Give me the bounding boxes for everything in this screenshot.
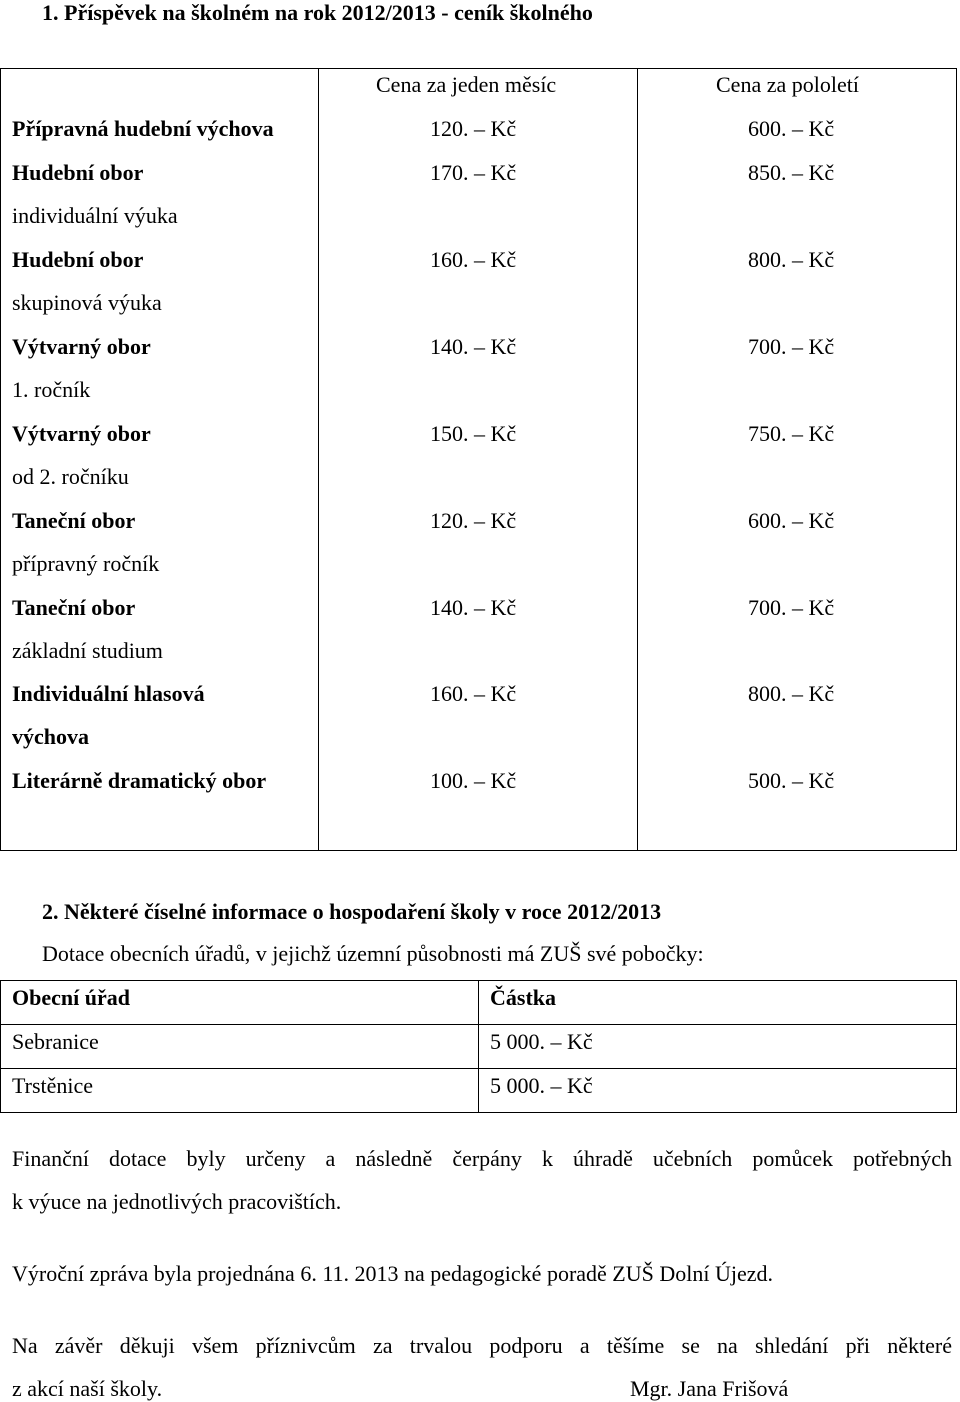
fee-row-half-price: 500. – Kč: [748, 768, 835, 793]
fee-row-label: Přípravná hudební výchova: [12, 116, 274, 141]
section2-heading: 2. Některé číselné informace o hospodaření školy v roce 2012/2013: [42, 899, 662, 924]
fee-row-label: Hudební obor: [12, 247, 144, 272]
signature: Mgr. Jana Frišová: [630, 1376, 789, 1401]
fee-row-label: Taneční obor: [12, 508, 136, 533]
subsidy-row-name: Sebranice: [12, 1029, 99, 1054]
fee-table-divider-2: [637, 68, 638, 851]
subsidy-header-office: Obecní úřad: [12, 985, 130, 1010]
fee-table-bottom-border: [0, 850, 957, 851]
paragraph-thanks-line2: z akcí naší školy.: [12, 1376, 163, 1401]
paragraph-thanks-line1: Na závěr děkuji všem příznivcům za trvalou podporu a těšíme se na shledání při některé: [12, 1333, 952, 1358]
fee-table-right-border: [956, 68, 957, 851]
fee-row-sublabel: přípravný ročník: [12, 551, 160, 576]
fee-row-label: Hudební obor: [12, 160, 144, 185]
fee-header-month: Cena za jeden měsíc: [376, 72, 557, 97]
fee-header-half: Cena za pololetí: [716, 72, 859, 97]
section1-heading: 1. Příspěvek na školném na rok 2012/2013 - ceník školného: [42, 0, 593, 25]
fee-row-sublabel: skupinová výuka: [12, 290, 162, 315]
fee-row-half-price: 800. – Kč: [748, 247, 835, 272]
fee-table-divider-1: [318, 68, 319, 851]
fee-row-sublabel: základní studium: [12, 638, 163, 663]
paragraph-report-approval: Výroční zpráva byla projednána 6. 11. 2013 na pedagogické poradě ZUŠ Dolní Újezd.: [12, 1261, 773, 1286]
subsidy-table-right-border: [956, 980, 957, 1113]
fee-row-month-price: 140. – Kč: [430, 595, 517, 620]
subsidy-table-left-border: [0, 980, 1, 1113]
fee-row-label: Individuální hlasová: [12, 681, 205, 706]
fee-row-half-price: 700. – Kč: [748, 595, 835, 620]
fee-row-month-price: 140. – Kč: [430, 334, 517, 359]
fee-row-sublabel: 1. ročník: [12, 377, 91, 402]
subsidy-table-divider: [478, 980, 479, 1113]
fee-row-sublabel: individuální výuka: [12, 203, 178, 228]
fee-row-label: Literárně dramatický obor: [12, 768, 267, 793]
fee-row-month-price: 150. – Kč: [430, 421, 517, 446]
fee-row-half-price: 600. – Kč: [748, 116, 835, 141]
fee-table-top-border: [0, 68, 957, 69]
fee-row-label: Výtvarný obor: [12, 334, 151, 359]
section2-subheading: Dotace obecních úřadů, v jejichž územní působnosti má ZUŠ své pobočky:: [42, 941, 704, 966]
fee-row-half-price: 850. – Kč: [748, 160, 835, 185]
fee-row-month-price: 100. – Kč: [430, 768, 517, 793]
fee-table-left-border: [0, 68, 1, 851]
fee-row-month-price: 170. – Kč: [430, 160, 517, 185]
fee-row-sublabel: od 2. ročníku: [12, 464, 129, 489]
subsidy-row-amount: 5 000. – Kč: [490, 1073, 593, 1098]
fee-row-half-price: 800. – Kč: [748, 681, 835, 706]
fee-row-label: Taneční obor: [12, 595, 136, 620]
fee-row-month-price: 160. – Kč: [430, 681, 517, 706]
fee-row-month-price: 120. – Kč: [430, 116, 517, 141]
fee-row-half-price: 700. – Kč: [748, 334, 835, 359]
fee-row-label: Výtvarný obor: [12, 421, 151, 446]
subsidy-row-name: Trstěnice: [12, 1073, 94, 1098]
paragraph-subsidy-usage-line1: Finanční dotace byly určeny a následně čerpány k úhradě učebních pomůcek potřebných: [12, 1146, 952, 1171]
paragraph-subsidy-usage-line2: k výuce na jednotlivých pracovištích.: [12, 1189, 342, 1214]
fee-row-month-price: 160. – Kč: [430, 247, 517, 272]
subsidy-row-amount: 5 000. – Kč: [490, 1029, 593, 1054]
fee-row-half-price: 750. – Kč: [748, 421, 835, 446]
fee-row-month-price: 120. – Kč: [430, 508, 517, 533]
fee-row-half-price: 600. – Kč: [748, 508, 835, 533]
fee-row-sublabel: výchova: [12, 724, 89, 749]
subsidy-header-amount: Částka: [490, 985, 557, 1010]
